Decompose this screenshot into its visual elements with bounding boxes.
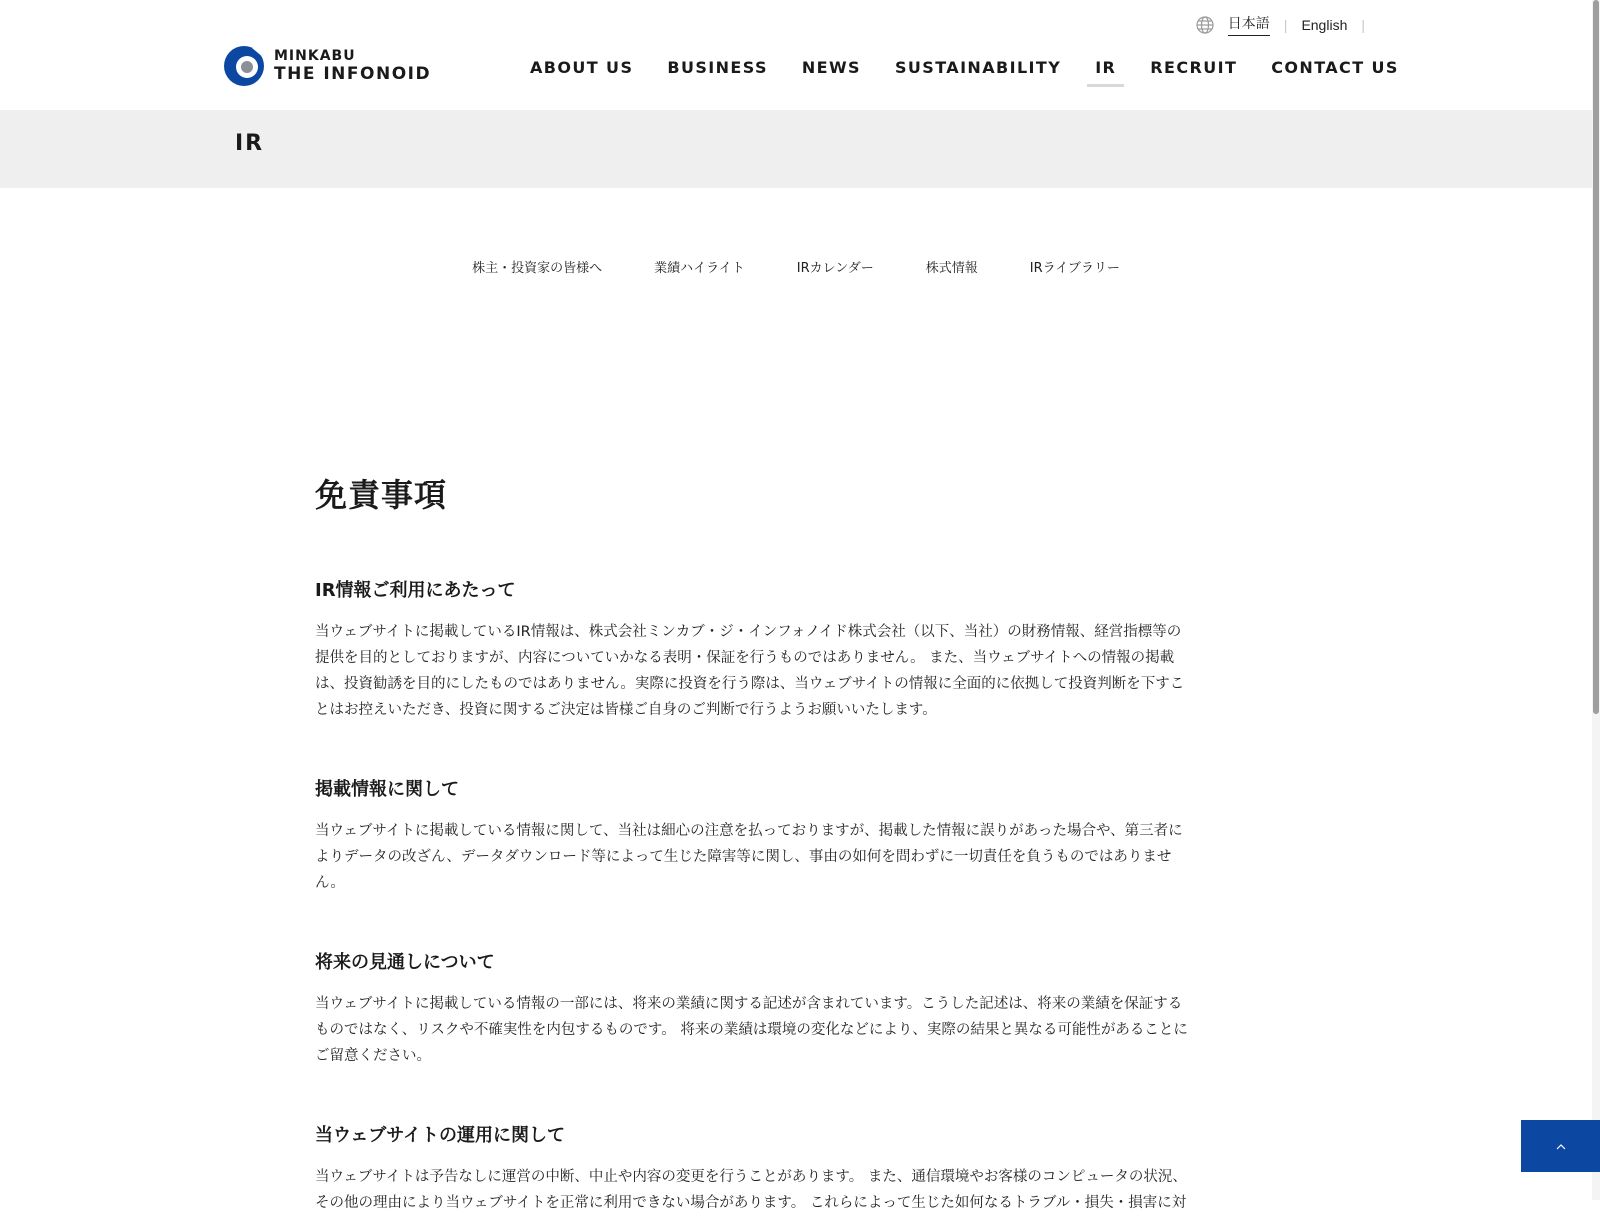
nav-about-us[interactable]: ABOUT US [530, 58, 634, 77]
chevron-up-icon [1554, 1137, 1568, 1156]
section-body [315, 1164, 1280, 1216]
body-line: 当ウェブサイトに掲載している情報の一部には、将来の業績に関する記述が含まれています。こうした記述は、将来の業績を保証する [315, 996, 1183, 1012]
subnav-ir-library[interactable]: IRライブラリー [1029, 261, 1120, 276]
logo-bottom-text: THE INFONOID [274, 64, 432, 84]
site-header [0, 0, 1592, 110]
body-line: その他の理由により当ウェブサイトを正常に利用できない場合があります。 これらによって生じた如何なるトラブル・損失・損害に対 [315, 1195, 1187, 1211]
subnav-highlights[interactable]: 業績ハイライト [654, 261, 745, 276]
section-heading: 掲載情報に関して [315, 779, 459, 800]
section-heading: 当ウェブサイトの運用に関して [315, 1125, 566, 1146]
content-title: 免責事項 [315, 476, 448, 514]
globe-icon [1196, 16, 1214, 34]
logo-top-text: MINKABU [274, 48, 356, 64]
page-title-band [0, 110, 1592, 188]
lang-japanese-link[interactable]: 日本語 [1228, 13, 1270, 36]
logo-mark-icon [222, 44, 266, 88]
body-line: よりデータの改ざん、データダウンロード等によって生じた障害等に関し、事由の如何を問わずに一切責任を負うものではありませ [315, 849, 1172, 865]
section-site-operation [315, 1121, 1280, 1216]
site-logo[interactable] [222, 44, 431, 88]
lang-separator: | [1283, 16, 1288, 33]
section-body [315, 818, 1280, 896]
back-to-top-button[interactable] [1521, 1120, 1600, 1172]
disclaimer-content [315, 470, 1280, 1216]
nav-recruit[interactable]: RECRUIT [1150, 58, 1238, 77]
section-heading: 将来の見通しについて [315, 952, 495, 973]
section-body [315, 991, 1280, 1069]
nav-business[interactable]: BUSINESS [667, 58, 768, 77]
nav-contact-us[interactable]: CONTACT US [1271, 58, 1399, 77]
nav-news[interactable]: NEWS [801, 58, 861, 77]
body-line: 当ウェブサイトは予告なしに運営の中断、中止や内容の変更を行うことがあります。 また、通信環境やお客様のコンピュータの状況、 [315, 1169, 1187, 1185]
subnav-shareholders[interactable]: 株主・投資家の皆様へ [472, 261, 603, 276]
lang-separator: | [1361, 16, 1365, 33]
ir-sub-nav [0, 257, 1592, 276]
body-line: 当ウェブサイトに掲載しているIR情報は、株式会社ミンカブ・ジ・インフォノイド株式会社（以下、当社）の財務情報、経営指標等の [315, 624, 1182, 640]
body-line: 当ウェブサイトに掲載している情報に関して、当社は細心の注意を払っておりますが、掲載した情報に誤りがあった場合や、第三者に [315, 823, 1183, 839]
subnav-ir-calendar[interactable]: IRカレンダー [796, 261, 874, 276]
body-line: ご留意ください。 [315, 1048, 431, 1064]
scrollbar-thumb[interactable] [1593, 0, 1599, 714]
body-line: ものではなく、リスクや不確実性を内包するものです。 将来の業績は環境の変化などにより、実際の結果と異なる可能性があることに [315, 1022, 1188, 1038]
body-line: は、投資勧誘を目的にしたものではありません。実際に投資を行う際は、当ウェブサイトの情報に全面的に依拠して投資判断を下すこ [315, 676, 1185, 692]
section-ir-usage [315, 576, 1280, 723]
body-line: 提供を目的としておりますが、内容についていかなる表明・保証を行うものではありません。 また、当ウェブサイトへの情報の掲載 [315, 650, 1175, 666]
global-nav [530, 58, 1399, 77]
lang-english-link[interactable]: English [1301, 16, 1348, 33]
language-switcher [1196, 13, 1379, 36]
section-posted-info [315, 775, 1280, 896]
subnav-stock-info[interactable]: 株式情報 [925, 261, 978, 276]
section-forward-looking [315, 948, 1280, 1069]
section-heading: IR情報ご利用にあたって [315, 580, 516, 601]
scrollbar-track[interactable] [1592, 0, 1600, 1200]
nav-sustainability[interactable]: SUSTAINABILITY [894, 58, 1062, 77]
body-line: とはお控えいただき、投資に関するご決定は皆様ご自身のご判断で行うようお願いいたします。 [315, 702, 937, 718]
logo-text [274, 49, 431, 83]
nav-ir[interactable]: IR [1095, 58, 1117, 77]
section-body [315, 619, 1280, 723]
page-title: IR [235, 131, 265, 156]
body-line: ん。 [315, 875, 345, 891]
